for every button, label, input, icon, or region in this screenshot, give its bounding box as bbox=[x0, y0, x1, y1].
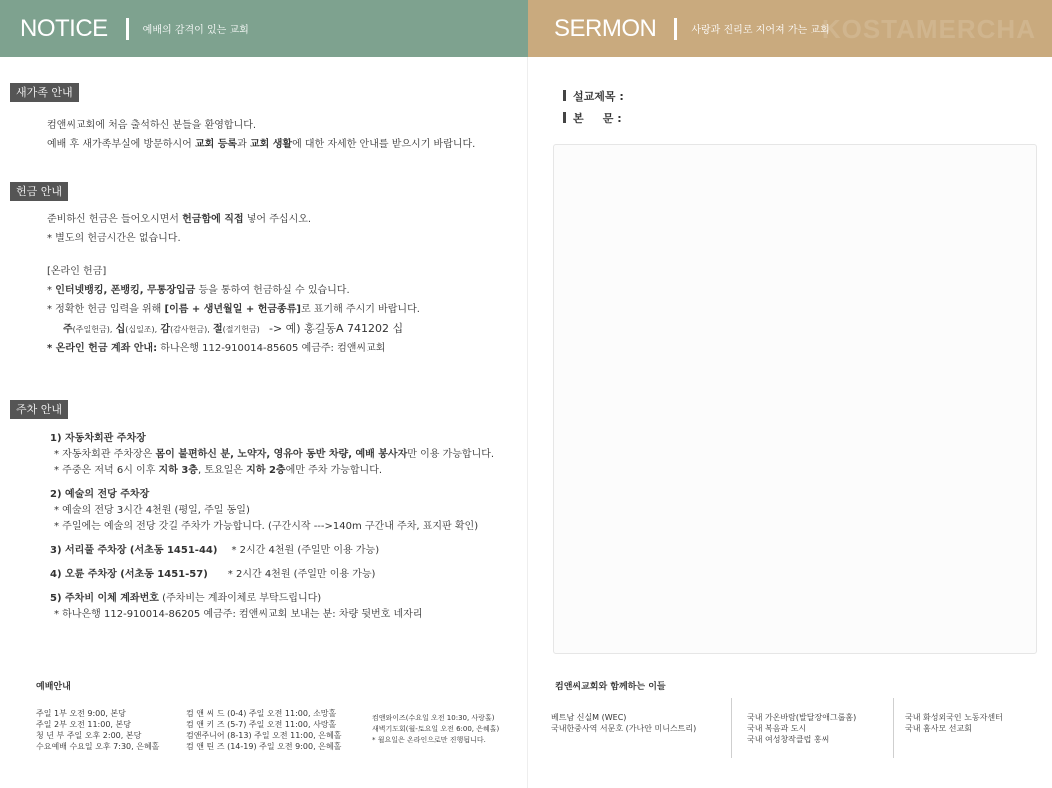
newcomer-line: 예배 후 새가족부실에 방문하시어 교회 등록과 교회 생활에 대한 자세한 안내를 받으시기 바랍니다. bbox=[47, 139, 476, 150]
worship-school: 컴 앤 씨 드 (0-4) 주일 오전 11:00, 소망홀 컴 앤 키 즈 (5-7) 주일 오전 11:00, 사랑홀 컴앤주니어 (8-13) 주일 오전 11:00, 은혜홀 컴 앤 틴 즈 (14-19) 주일 오전 9:00, 은혜홀 bbox=[186, 709, 342, 751]
parking-title: 5) 주차비 이체 계좌번호 (주차비는 계좌이체로 부탁드립니다) bbox=[50, 593, 322, 604]
account-line: * 온라인 헌금 계좌 안내: 하나은행 112-910014-85605 예금주: 컴앤씨교회 bbox=[47, 343, 386, 354]
parking-line: * 예술의 전당 3시간 4천원 (평일, 주일 동일) bbox=[54, 505, 250, 516]
offering-text bbox=[47, 210, 311, 248]
online-line: * 인터넷뱅킹, 폰뱅킹, 무통장입금 등을 통하여 헌금하실 수 있습니다. bbox=[47, 285, 350, 296]
header-divider bbox=[126, 18, 129, 40]
partners-group-2: 국내 가온바람(발달장애그룹홈) 국내 복음과 도시 국내 여성창작클럽 홍씨 bbox=[747, 713, 857, 744]
watermark-logo: KOSTAMERCHA bbox=[821, 14, 1036, 44]
online-title: [온라인 헌금] bbox=[47, 266, 107, 277]
newcomer-line: 컴앤씨교회에 처음 출석하신 분들을 환영합니다. bbox=[47, 120, 257, 131]
parking-line: * 주중은 저녁 6시 이후 지하 3층, 토요일은 지하 2층에만 주차 가능합니다. bbox=[54, 465, 383, 476]
parking-line: * 자동차회관 주차장은 몸이 불편하신 분, 노약자, 영유아 동반 차량, 예배 봉사자만 이용 가능합니다. bbox=[54, 449, 495, 460]
worship-schedule: 주일 1부 오전 9:00, 본당 주일 2부 오전 11:00, 본당 청 년 부 주일 오후 2:00, 본당 수요예배 수요일 오후 7:30, 은혜홀 bbox=[36, 709, 160, 751]
sermon-text-label: 본 문 : bbox=[563, 110, 622, 126]
parking-title: 3) 서리풀 주차장 (서초동 1451-44) * 2시간 4천원 (주일만 이용 가능) bbox=[50, 545, 380, 556]
newcomer-text bbox=[47, 116, 475, 154]
worship-title: 예배안내 bbox=[36, 682, 71, 692]
partners-divider bbox=[893, 698, 894, 758]
parking-tag: 주차 안내 bbox=[10, 400, 68, 419]
header-divider bbox=[674, 18, 677, 40]
sermon-header bbox=[528, 0, 1052, 57]
parking-line: * 하나은행 112-910014-86205 예금주: 컴앤씨교회 보내는 분: 차량 뒷번호 네자리 bbox=[54, 609, 423, 620]
offering-tag: 헌금 안내 bbox=[10, 182, 68, 201]
online-offering bbox=[47, 262, 420, 358]
page-fold-line bbox=[527, 57, 528, 788]
notice-header bbox=[0, 0, 528, 57]
offering-line: * 별도의 헌금시간은 없습니다. bbox=[47, 233, 181, 244]
parking-text bbox=[50, 431, 494, 623]
newcomer-tag: 새가족 안내 bbox=[10, 83, 79, 102]
partners-title: 컴앤씨교회와 함께하는 이들 bbox=[555, 682, 666, 692]
notice-subtitle: 예배의 감격이 있는 교회 bbox=[142, 25, 249, 36]
parking-title: 2) 예술의 전당 주차장 bbox=[50, 489, 150, 500]
online-line: * 정확한 헌금 입력을 위해 [이름 + 생년월일 + 헌금종류]로 표기해 주시기 바랍니다. bbox=[47, 304, 420, 315]
partners-group-1: 베트남 신실M (WEC) 국내한중사역 서문호 (가나안 미니스트리) bbox=[551, 713, 697, 733]
sermon-title-label: 설교제목 : bbox=[563, 88, 624, 104]
parking-title: 4) 오륜 주차장 (서초동 1451-57) * 2시간 4천원 (주일만 이용 가능) bbox=[50, 569, 376, 580]
partners-divider bbox=[731, 698, 732, 758]
sermon-notes-area[interactable] bbox=[553, 144, 1037, 654]
sermon-subtitle: 사랑과 진리로 지어져 가는 교회 bbox=[691, 25, 830, 36]
parking-line: * 주일에는 예술의 전당 갓길 주차가 가능합니다. (구간시작 --->140m 구간내 주차, 표지판 확인) bbox=[54, 521, 479, 532]
offering-line: 준비하신 헌금은 들어오시면서 헌금함에 직접 넣어 주십시오. bbox=[47, 214, 312, 225]
worship-extra: 컴앤와이즈(수요일 오전 10:30, 사랑홀) 새벽기도회(월-토요일 오전 6:00, 은혜홀) * 월요일은 온라인으로만 진행됩니다. bbox=[372, 714, 500, 744]
sermon-title: SERMON bbox=[554, 14, 657, 42]
offering-codes: 주(주일헌금), 십(십일조), 감(감사헌금), 절(절기헌금) -> 예) 홍길동A 741202 십 bbox=[63, 322, 404, 335]
notice-title: NOTICE bbox=[20, 14, 108, 42]
parking-title: 1) 자동차회관 주차장 bbox=[50, 433, 146, 444]
partners-group-3: 국내 화성외국인 노동자센터 국내 홈사모 선교회 bbox=[905, 713, 1003, 733]
